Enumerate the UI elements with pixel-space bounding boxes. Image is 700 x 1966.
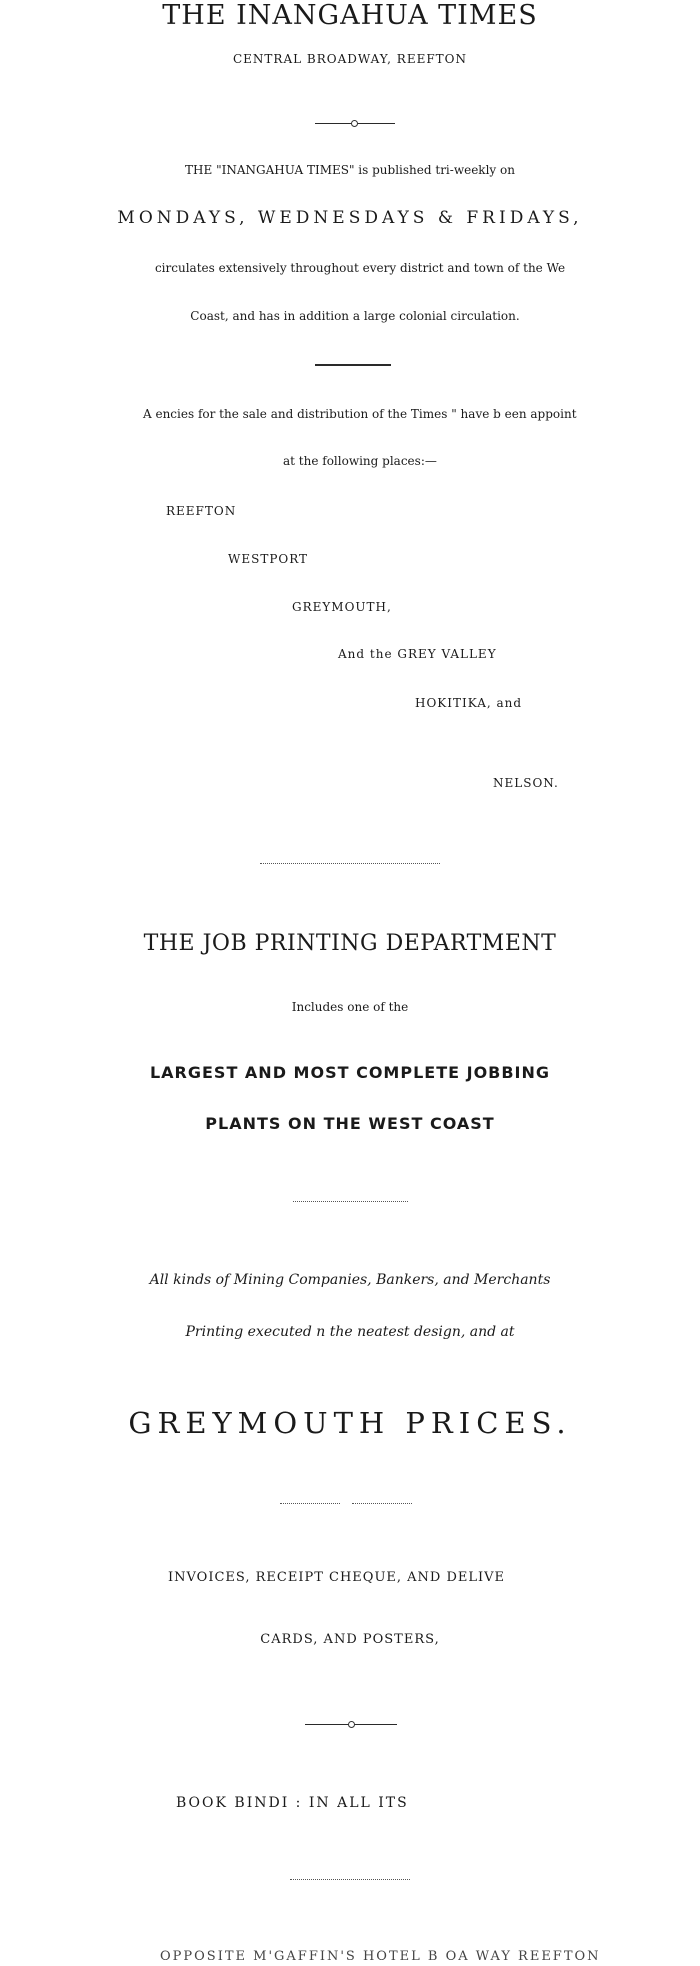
- job-printing-cards: CARDS, AND POSTERS,: [260, 1632, 440, 1647]
- divider-rule: [315, 364, 391, 366]
- divider-wavy: [260, 860, 440, 864]
- place-reefton: REEFTON: [166, 504, 237, 518]
- divider-wavy: [280, 1500, 340, 1504]
- job-printing-heading: THE JOB PRINTING DEPARTMENT: [143, 931, 557, 956]
- masthead-title: THE INANGAHUA TIMES: [162, 0, 538, 31]
- divider-ornament: [348, 1721, 355, 1728]
- divider-ornament: [351, 120, 358, 127]
- agencies-line-1: A encies for the sale and distribution of the Times " have b een appoint: [143, 407, 577, 421]
- masthead-address: CENTRAL BROADWAY, REEFTON: [232, 52, 468, 66]
- footer-address: OPPOSITE M'GAFFIN'S HOTEL B OA WAY REEFTON: [160, 1949, 601, 1964]
- job-printing-italic-1: All kinds of Mining Companies, Bankers, and Merchants: [149, 1272, 551, 1288]
- place-grey-valley: And the GREY VALLEY: [338, 647, 497, 661]
- job-printing-plants: PLANTS ON THE WEST COAST: [205, 1114, 495, 1133]
- job-printing-largest: LARGEST AND MOST COMPLETE JOBBING: [149, 1063, 551, 1082]
- job-printing-italic-2: Printing executed n the neatest design, and at: [185, 1324, 515, 1340]
- agencies-line-2: at the following places:—: [283, 454, 437, 468]
- place-westport: WESTPORT: [228, 552, 309, 566]
- greymouth-prices: GREYMOUTH PRICES.: [128, 1406, 572, 1440]
- place-greymouth: GREYMOUTH,: [292, 600, 392, 614]
- intro-line-4: Coast, and has in addition a large colonial circulation.: [190, 309, 520, 323]
- job-printing-invoices: INVOICES, RECEIPT CHEQUE, AND DELIVE: [168, 1570, 506, 1585]
- divider-wavy: [290, 1876, 410, 1880]
- job-printing-includes: Includes one of the: [291, 1000, 409, 1014]
- place-nelson: NELSON.: [493, 776, 559, 790]
- job-printing-binding: BOOK BINDI : IN ALL ITS: [176, 1795, 409, 1811]
- divider-wavy: [293, 1198, 408, 1202]
- place-hokitika: HOKITIKA, and: [415, 696, 523, 710]
- intro-line-3: circulates extensively throughout every district and town of the We: [154, 261, 566, 275]
- divider-wavy: [352, 1500, 412, 1504]
- intro-line-1: THE "INANGAHUA TIMES" is published tri-weekly on: [185, 163, 515, 177]
- intro-days: MONDAYS, WEDNESDAYS & FRIDAYS,: [117, 208, 583, 228]
